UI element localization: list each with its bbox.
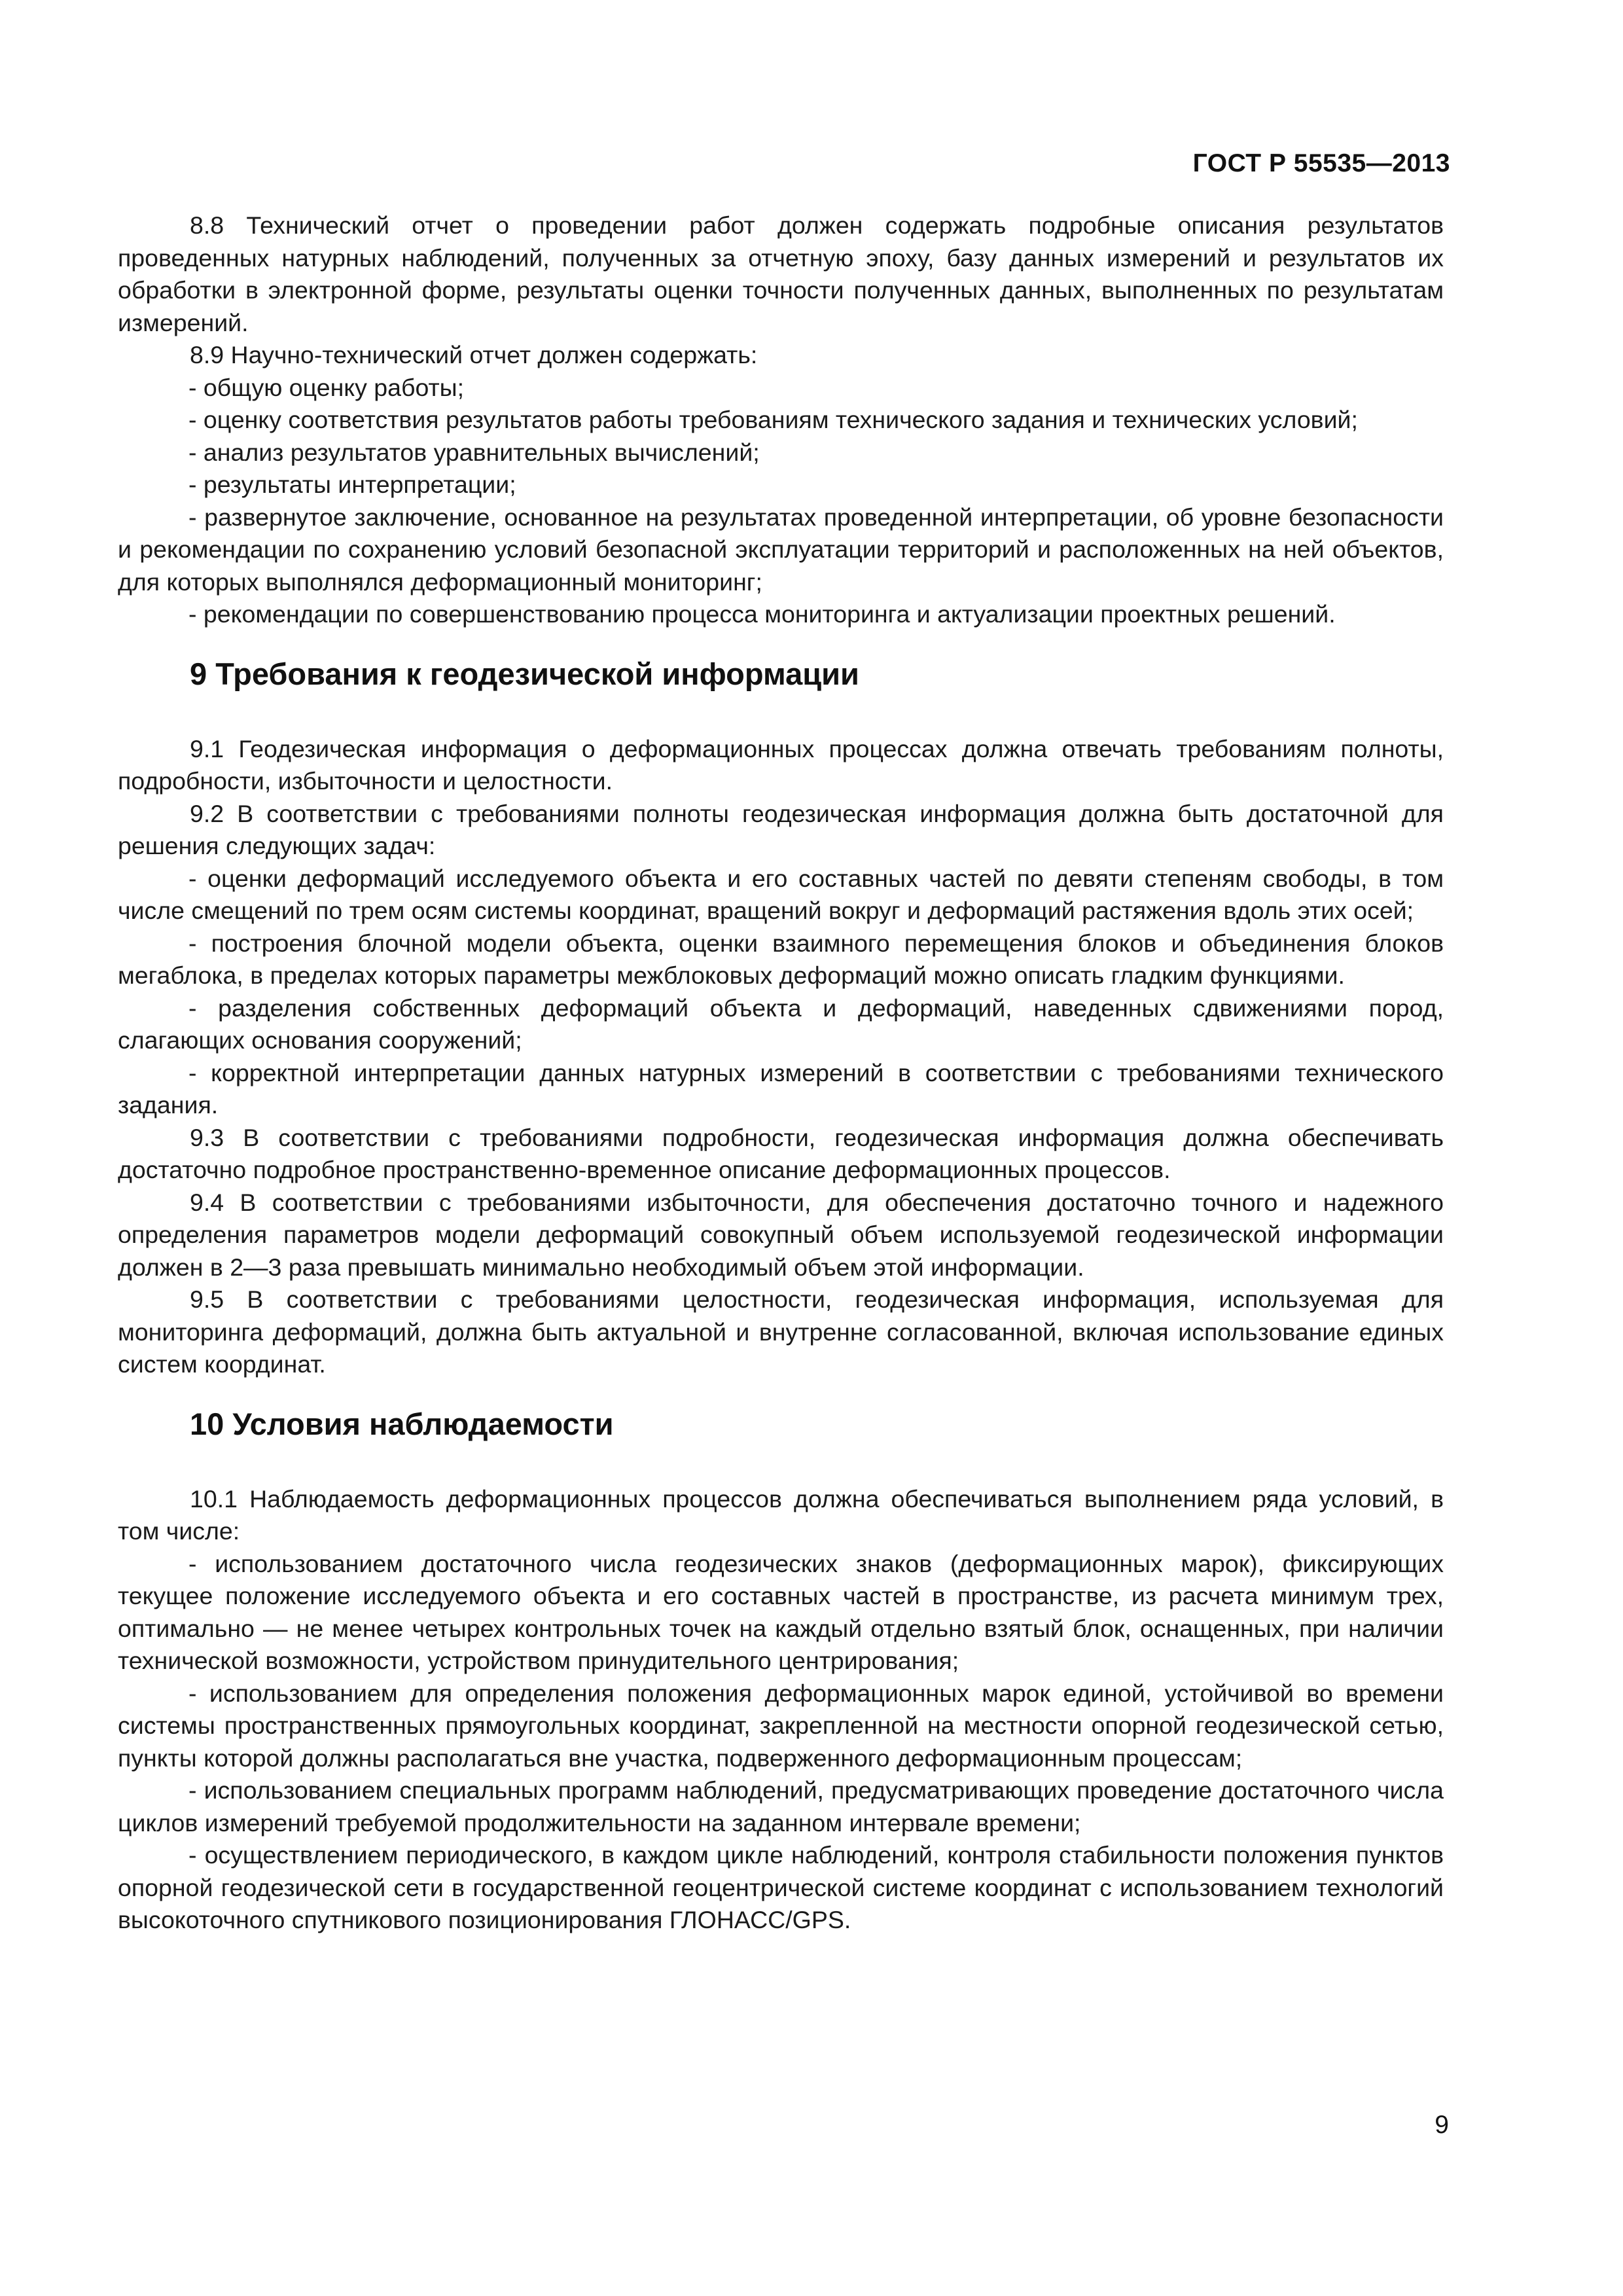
paragraph-10-1: 10.1 Наблюдаемость деформационных процессов должна обеспечиваться выполнением ряда условий, в том числе: [118,1484,1444,1545]
list-item: - развернутое заключение, основанное на результатах проведенной интерпретации, об уровне безопасности и рекомендации по сохранению условий безопасной эксплуатации территорий и расположенных на ней объектов, для которых выполнялся деформационный мониторинг; [118,503,1444,596]
paragraph-8-9: 8.9 Научно-технический отчет должен содержать: [190,341,758,368]
list-item: - анализ результатов уравнительных вычислений; [188,438,760,466]
paragraph-9-1: 9.1 Геодезическая информация о деформационных процессах должна отвечать требованиям полноты, подробности, избыточности и целостности. [118,734,1444,795]
list-item: - осуществлением периодического, в каждом цикле наблюдений, контроля стабильности положения пунктов опорной геодезической сети в государственной геоцентрической системе координат с использованием технологий высокоточного спутникового позиционирования ГЛОНАСС/GPS. [118,1841,1444,1933]
list-item: - использованием достаточного числа геодезических знаков (деформационных марок), фиксирующих текущее положение исследуемого объекта и его составных частей в пространстве, из расчета минимум трех, оптимально — не менее четырех контрольных точек на каждый отдельно взятый блок, оснащенных, при наличии технической возможности, устройством принудительного центрирования; [118,1549,1444,1674]
page-content [118,209,1444,1937]
paragraph-8-8: 8.8 Технический отчет о проведении работ должен содержать подробные описания результатов проведенных натурных наблюдений, полученных за отчетную эпоху, базу данных измерений и результатов их обработки в электронной форме, результаты оценки точности полученных данных, выполненных по результатам измерений. [118,211,1444,336]
list-item: - результаты интерпретации; [188,471,516,498]
section-10-heading: 10 Условия наблюдаемости [190,1406,614,1441]
page-number: 9 [1435,2111,1449,2139]
list-item: - общую оценку работы; [188,373,465,401]
paragraph-9-5: 9.5 В соответствии с требованиями целостности, геодезическая информация, используемая для мониторинга деформаций, должна быть актуальной и внутренне согласованной, включая использование единых систем координат. [118,1285,1444,1378]
list-item: - построения блочной модели объекта, оценки взаимного перемещения блоков и объединения блоков мегаблока, в пределах которых параметры межблоковых деформаций можно описать гладким функциями. [118,929,1444,989]
section-9-heading: 9 Требования к геодезической информации [190,656,859,691]
paragraph-9-2: 9.2 В соответствии с требованиями полноты геодезическая информация должна быть достаточной для решения следующих задач: [118,799,1444,859]
document-code-header: ГОСТ Р 55535—2013 [1192,149,1450,177]
list-item: - корректной интерпретации данных натурных измерений в соответствии с требованиями технического задания. [118,1058,1444,1119]
paragraph-9-4: 9.4 В соответствии с требованиями избыточности, для обеспечения достаточно точного и надежного определения параметров модели деформаций совокупный объем используемой геодезической информации должен в 2—3 раза превышать минимально необходимый объем этой информации. [118,1188,1444,1281]
paragraph-9-3: 9.3 В соответствии с требованиями подробности, геодезическая информация должна обеспечивать достаточно подробное пространственно-временное описание деформационных процессов. [118,1123,1444,1183]
list-item: - использованием специальных программ наблюдений, предусматривающих проведение достаточного числа циклов измерений требуемой продолжительности на заданном интервале времени; [118,1776,1444,1837]
list-item: - использованием для определения положения деформационных марок единой, устойчивой во времени системы пространственных прямоугольных координат, закрепленной на местности опорной геодезической сетью, пункты которой должны располагаться вне участка, подверженного деформационным процессам; [118,1679,1444,1772]
list-item: - разделения собственных деформаций объекта и деформаций, наведенных сдвижениями пород, слагающих основания сооружений; [118,994,1444,1054]
list-item: - рекомендации по совершенствованию процесса мониторинга и актуализации проектных решений. [188,600,1336,628]
list-item: - оценки деформаций исследуемого объекта и его составных частей по девяти степеням свободы, в том числе смещений по трем осям системы координат, вращений вокруг и деформаций растяжения вдоль этих осей; [118,864,1444,924]
list-item: - оценку соответствия результатов работы требованиям технического задания и технических условий; [188,406,1358,433]
